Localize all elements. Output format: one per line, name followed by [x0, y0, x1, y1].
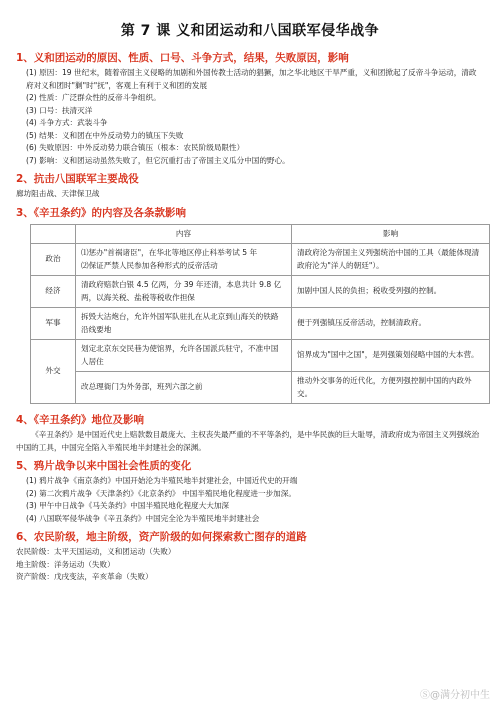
section-5-heading: 5、鸦片战争以来中国社会性质的变化: [16, 460, 192, 472]
content-politics-1: ⑴惩办"首祸诸臣"，在华北等地区停止科举考试 5 年: [81, 248, 258, 257]
section-1-heading: 1、义和团运动的原因、性质、口号、斗争方式，结果，失败原因，影响: [16, 52, 349, 64]
table-row: [31, 244, 490, 276]
s1-item-3: (3) 口号：扶清灭洋: [26, 105, 93, 115]
s2-text: 廊坊阻击战、天津保卫战: [16, 189, 100, 198]
s6-item-2: 地主阶级：洋务运动（失败）: [16, 559, 115, 569]
treaty-table: [30, 224, 490, 405]
effect-military: 便于列强镇压反帝活动，控制清政府。: [292, 308, 490, 340]
section-3-heading: 3、《辛丑条约》的内容及各条款影响: [16, 206, 187, 219]
s1-item-5: (5) 结果：义和团在中外反动势力的镇压下失败: [26, 130, 184, 140]
section-4-heading: 4、《辛丑条约》地位及影响: [16, 414, 145, 426]
content-diplomacy-1: 划定北京东交民巷为使馆界，允许各国派兵驻守，不准中国人居住: [76, 340, 292, 372]
table-row: [31, 276, 490, 308]
s5-item-2: (2) 第二次鸦片战争《天津条约》《北京条约》 中国半殖民地化程度进一步加深。: [26, 488, 296, 498]
table-header-aspect: [31, 224, 76, 244]
s6-item-1: 农民阶级：太平天国运动，义和团运动（失败）: [16, 547, 176, 556]
effect-politics: 清政府沦为帝国主义列强统治中国的工具（最能体现清政府沦为"洋人的朝廷"）。: [292, 244, 490, 276]
table-header-effect: 影响: [292, 224, 490, 244]
s5-item-4: (4) 八国联军侵华战争《辛丑条约》中国完全沦为半殖民地半封建社会: [26, 513, 260, 523]
content-diplomacy-2: 改总理衙门为外务部，班列六部之前: [76, 372, 292, 404]
s6-item-3: 资产阶级：戊戌变法，辛亥革命（失败）: [16, 572, 153, 581]
table-row: [31, 340, 490, 372]
s1-item-6: (6) 失败原因：中外反动势力联合镇压（根本：农民阶级局限性）: [26, 143, 245, 152]
aspect-military: 军事: [31, 308, 76, 340]
table-header-row: [31, 224, 490, 244]
s5-item-1: (1) 鸦片战争《南京条约》中国开始沦为半殖民地半封建社会，中国近代史的开端: [26, 476, 298, 485]
content-economy: 清政府赔款白银 4.5 亿两，分 39 年还清，本息共计 9.8 亿两，以海关税、盐税等税收作担保: [76, 276, 292, 308]
table-header-content: 内容: [76, 224, 292, 244]
s1-item-4: (4) 斗争方式：武装斗争: [26, 118, 108, 127]
aspect-diplomacy: 外交: [31, 340, 76, 404]
effect-diplomacy-1: 馆界成为"国中之国"，是列强策划侵略中国的大本营。: [292, 340, 490, 372]
aspect-economy: 经济: [31, 276, 76, 308]
s4-text: 《辛丑条约》是中国近代史上赔款数目最庞大、主权丧失最严重的不平等条约，是中华民族的巨大耻辱，清政府成为帝国主义列强统治中国的工具，中国完全陷入半殖民地半封建社会的深渊。: [16, 430, 480, 452]
table-row: [31, 308, 490, 340]
watermark: Ⓢ@满分初中生: [420, 690, 490, 701]
effect-economy: 加剧中国人民的负担；税收受列强的控制。: [292, 276, 490, 308]
section-2-heading: 2、抗击八国联军主要战役: [16, 173, 139, 185]
page-title: 第 7 课 义和团运动和八国联军侵华战争: [120, 23, 380, 39]
s5-item-3: (3) 甲午中日战争《马关条约》中国半殖民地化程度大大加深: [26, 501, 230, 510]
s1-item-1: (1) 原因：19 世纪末，随着帝国主义侵略的加剧和外国传教士活动的猖獗，加之华北地区干旱严重，义和团掀起了反帝斗争运动，清政府对义和团时"剿"时"抚"，客观上有利于义和团的发展: [26, 68, 477, 90]
effect-diplomacy-2: 推动外交事务的近代化，方便列强控制中国的内政外交。: [292, 372, 490, 404]
s1-item-2: (2) 性质：广泛群众性的反帝斗争组织。: [26, 93, 161, 102]
content-politics-2: ⑵保证严禁人民参加各种形式的反帝活动: [81, 260, 218, 270]
section-6-heading: 6、农民阶级，地主阶级，资产阶级的如何探索救亡图存的道路: [16, 531, 307, 543]
content-politics: [76, 244, 292, 276]
table-row: [31, 372, 490, 404]
aspect-politics: 政治: [31, 244, 76, 276]
s1-item-7: (7) 影响：义和团运动虽然失败了，但它沉重打击了帝国主义瓜分中国的野心。: [26, 155, 290, 165]
content-military: 拆毁大沽炮台，允许外国军队驻扎在从北京到山海关的铁路沿线要地: [76, 308, 292, 340]
